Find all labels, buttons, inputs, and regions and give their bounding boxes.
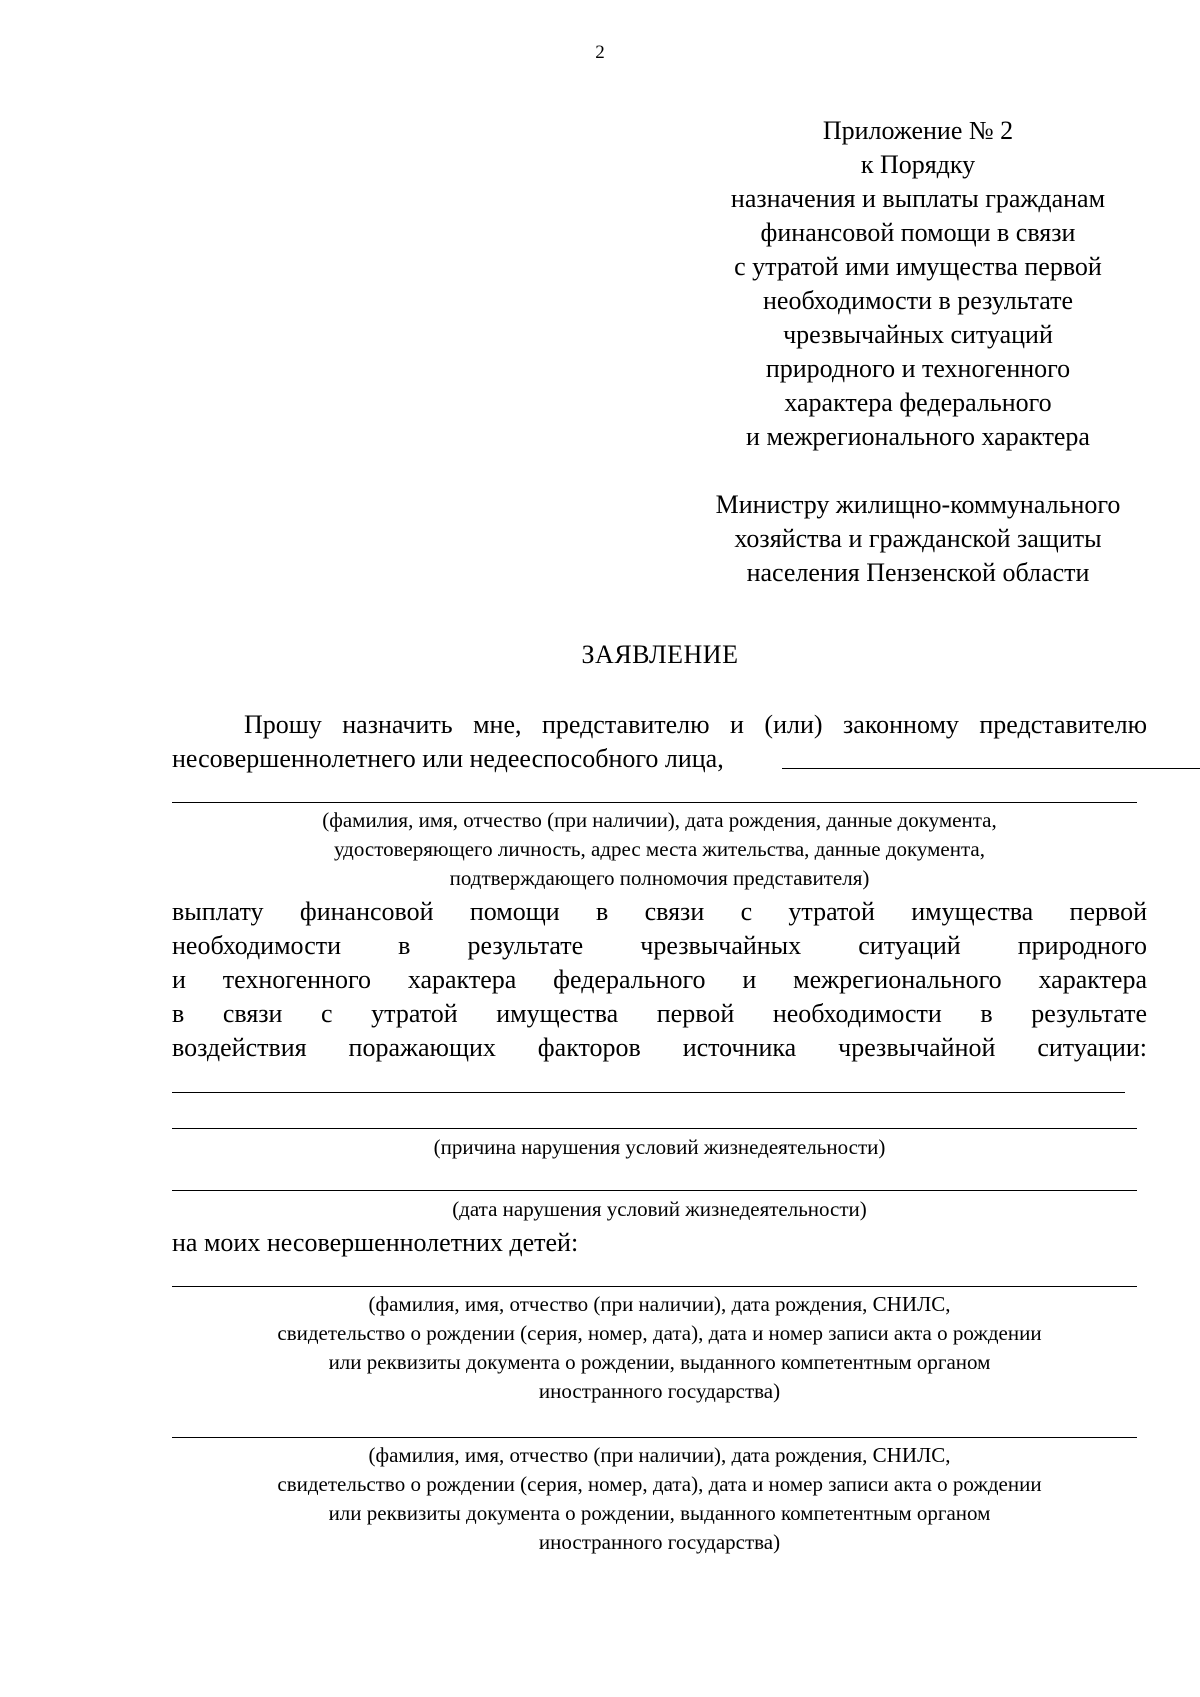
caption-line: свидетельство о рождении (серия, номер, дата), дата и номер записи акта о рождении xyxy=(277,1472,1042,1496)
payment-line: и техногенного характера федерального и межрегионального характера xyxy=(172,965,1147,994)
appendix-line: и межрегионального характера xyxy=(746,422,1090,451)
caption-line: или реквизиты документа о рождении, выданного компетентным органом xyxy=(328,1501,991,1525)
request-line: Прошу назначить мне, представителю и (или) законному представителю xyxy=(244,710,1147,739)
payment-paragraph xyxy=(172,895,1147,1065)
caption-line: иностранного государства) xyxy=(538,1530,781,1554)
payment-line: выплату финансовой помощи в связи с утратой имущества первой xyxy=(172,897,1147,926)
caption-line: (фамилия, имя, отчество (при наличии), дата рождения, СНИЛС, xyxy=(368,1443,951,1467)
request-paragraph xyxy=(172,708,1147,776)
appendix-header xyxy=(648,114,1188,454)
children-intro-text: на моих несовершеннолетних детей: xyxy=(172,1228,579,1257)
addressee xyxy=(648,488,1188,590)
children-intro xyxy=(172,1226,1147,1260)
caption-applicant xyxy=(172,806,1147,893)
payment-line: воздействия поражающих факторов источника чрезвычайной ситуации: xyxy=(172,1033,1147,1062)
child-1-field[interactable] xyxy=(172,1286,1137,1287)
applicant-name-field[interactable] xyxy=(782,768,1200,769)
caption-line: (фамилия, имя, отчество (при наличии), дата рождения, СНИЛС, xyxy=(368,1292,951,1316)
document-title: ЗАЯВЛЕНИЕ xyxy=(581,640,739,669)
appendix-line: к Порядку xyxy=(860,150,976,179)
appendix-line: Приложение № 2 xyxy=(822,116,1014,145)
appendix-line: с утратой ими имущества первой xyxy=(734,252,1102,281)
request-line: несовершеннолетнего или недееспособного лица, xyxy=(172,744,724,773)
appendix-line: назначения и выплаты гражданам xyxy=(730,184,1106,213)
caption-line: или реквизиты документа о рождении, выданного компетентным органом xyxy=(328,1350,991,1374)
payment-line: необходимости в результате чрезвычайных ситуаций природного xyxy=(172,931,1147,960)
child-2-field[interactable] xyxy=(172,1437,1137,1438)
addressee-line: хозяйства и гражданской защиты xyxy=(734,524,1102,553)
appendix-line: природного и техногенного xyxy=(765,354,1071,383)
caption-date: (дата нарушения условий жизнедеятельности) xyxy=(452,1197,867,1221)
addressee-line: Министру жилищно-коммунального xyxy=(715,490,1121,519)
appendix-line: чрезвычайных ситуаций xyxy=(783,320,1053,349)
page-number: 2 xyxy=(595,42,605,63)
addressee-line: населения Пензенской области xyxy=(746,558,1090,587)
appendix-line: характера федерального xyxy=(784,388,1052,417)
caption-line: иностранного государства) xyxy=(538,1379,781,1403)
reason-field-line-2[interactable] xyxy=(172,1128,1137,1129)
applicant-details-field[interactable] xyxy=(172,802,1137,803)
payment-line: в связи с утратой имущества первой необходимости в результате xyxy=(172,999,1147,1028)
caption-child-1 xyxy=(172,1290,1147,1406)
date-field[interactable] xyxy=(172,1190,1137,1191)
caption-line: свидетельство о рождении (серия, номер, дата), дата и номер записи акта о рождении xyxy=(277,1321,1042,1345)
caption-line: подтверждающего полномочия представителя) xyxy=(449,866,870,890)
appendix-line: необходимости в результате xyxy=(762,286,1074,315)
reason-field-line-1[interactable] xyxy=(172,1092,1125,1093)
appendix-line: финансовой помощи в связи xyxy=(760,218,1076,247)
caption-line: (фамилия, имя, отчество (при наличии), дата рождения, данные документа, xyxy=(322,808,997,832)
caption-reason: (причина нарушения условий жизнедеятельности) xyxy=(433,1135,886,1159)
caption-child-2 xyxy=(172,1441,1147,1557)
caption-line: удостоверяющего личность, адрес места жительства, данные документа, xyxy=(334,837,985,861)
